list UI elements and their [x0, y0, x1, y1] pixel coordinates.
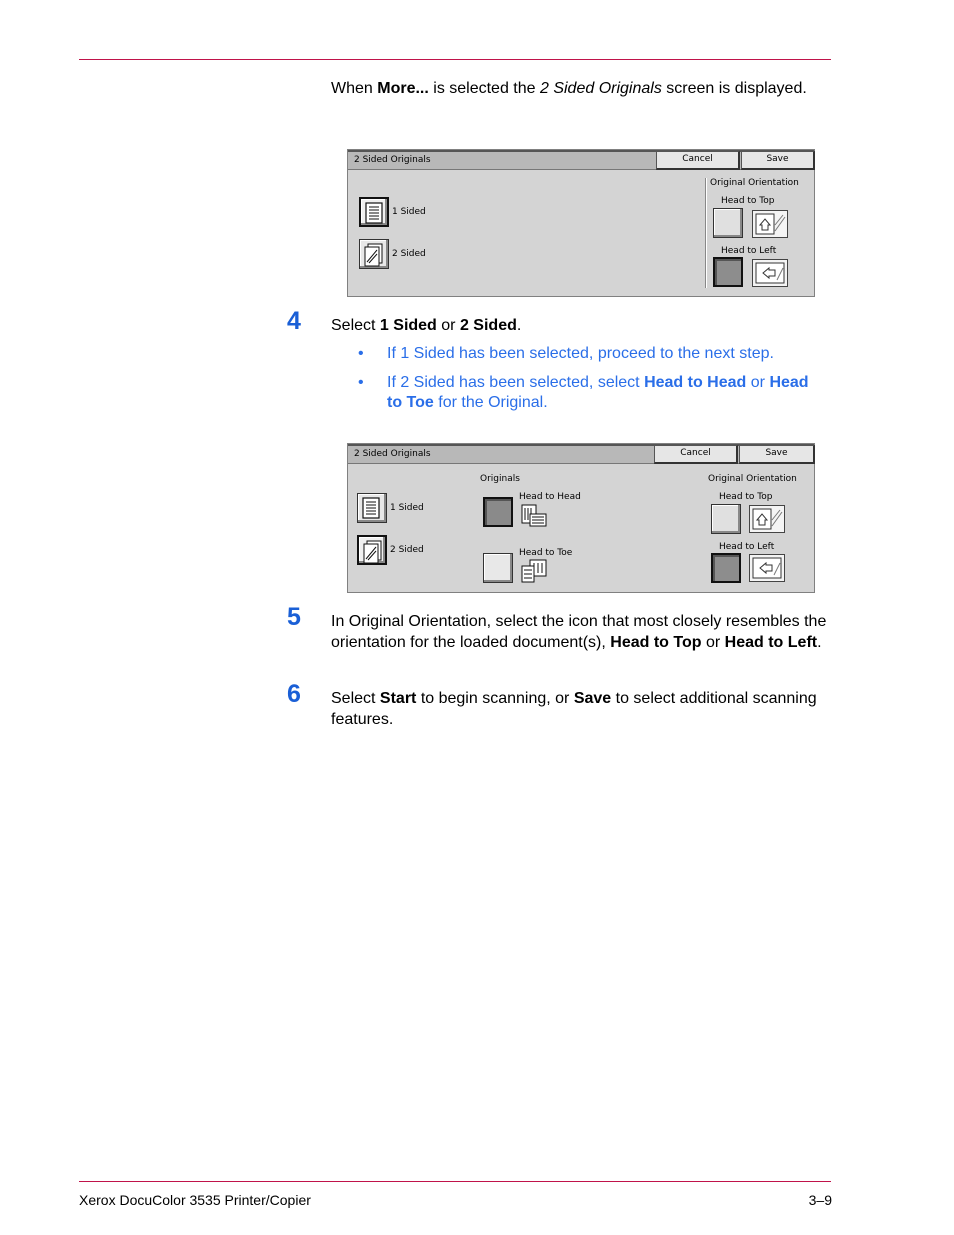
screen1-titlebar [348, 150, 814, 170]
step5-bold-head-to-top: Head to Top [610, 633, 702, 651]
screen2-orientation-heading: Original Orientation [708, 474, 797, 484]
screen1-1-sided-button[interactable] [359, 197, 389, 227]
screen2-2-sided-label: 2 Sided [390, 545, 424, 555]
step4-bold-2-sided: 2 Sided [459, 317, 517, 334]
step-5-number: 5 [287, 603, 301, 631]
screen2-head-to-left-label: Head to Left [719, 542, 775, 552]
screen2-2-sided-button[interactable] [357, 535, 387, 565]
step5-bold-head-to-left: Head to Left [724, 633, 818, 651]
footer-product-name: Xerox DocuColor 3535 Printer/Copier [79, 1192, 311, 1208]
head-to-top-icon [752, 210, 788, 238]
footer-page-number: 3–9 [808, 1192, 832, 1208]
step-6-text [331, 689, 831, 730]
step5-text-prefix: In Original Orientation, select the icon that most closely resembles the orientation for the loaded document(s), [331, 613, 827, 651]
header-rule [79, 59, 831, 60]
one-sided-doc-icon [361, 199, 389, 227]
step6-text-mid: to begin scanning, or [416, 690, 574, 707]
step-5-text [331, 612, 831, 653]
screen1-head-to-left-button[interactable] [713, 257, 743, 287]
screen1-divider [705, 178, 707, 288]
head-to-top-icon [749, 505, 785, 533]
step6-bold-start: Start [379, 690, 417, 707]
screen1-2-sided-label: 2 Sided [392, 249, 426, 259]
head-to-head-icon [520, 502, 548, 530]
step5-text-end: . [817, 633, 822, 651]
intro-text-prefix: When [331, 80, 378, 97]
intro-text-suffix: screen is displayed. [661, 80, 807, 97]
bullet-1 [358, 344, 828, 365]
screen2-head-to-left-button[interactable] [711, 553, 741, 583]
screen1-2-sided-button[interactable] [359, 239, 389, 269]
screen1-head-to-top-button[interactable] [713, 208, 743, 238]
screen2-save-button[interactable]: Save [739, 445, 815, 464]
bullet-2 [358, 373, 828, 414]
screen2-head-to-toe-button[interactable] [483, 553, 513, 583]
step-4-text [331, 316, 831, 337]
bullet-2-head-to-head: Head to Head [644, 373, 747, 391]
step4-text-prefix: Select [331, 317, 380, 334]
intro-paragraph [331, 79, 831, 100]
screen-2-sided-originals-2 [347, 443, 815, 593]
step6-text-end: to select additional scanning features. [331, 690, 817, 728]
screen1-cancel-button[interactable]: Cancel [656, 151, 740, 170]
step-4-number: 4 [287, 307, 301, 335]
two-sided-doc-icon [359, 537, 387, 565]
screen2-head-to-top-label: Head to Top [719, 492, 773, 502]
screen2-originals-heading: Originals [480, 474, 520, 484]
intro-more-bold: More... [377, 80, 429, 97]
one-sided-doc-icon [358, 494, 386, 522]
screen1-head-to-left-label: Head to Left [721, 246, 777, 256]
screen2-cancel-button[interactable]: Cancel [654, 445, 738, 464]
step4-text-mid: or [436, 317, 460, 334]
screen1-1-sided-label: 1 Sided [392, 207, 426, 217]
two-sided-doc-icon [360, 240, 388, 268]
intro-text-middle: is selected the [428, 80, 540, 97]
screen2-head-to-head-button[interactable] [483, 497, 513, 527]
intro-screen-name: 2 Sided Originals [539, 80, 662, 97]
bullet-1-text: If 1 Sided has been selected, proceed to the next step. [387, 345, 774, 362]
bullet-dot: • [358, 373, 364, 391]
screen1-save-button[interactable]: Save [741, 151, 815, 170]
screen2-head-to-head-label: Head to Head [519, 492, 581, 502]
step-6-number: 6 [287, 680, 301, 708]
screen2-title: 2 Sided Originals [354, 449, 431, 459]
footer-rule [79, 1181, 831, 1182]
bullet-dot: • [358, 345, 364, 362]
step5-text-mid: or [701, 633, 725, 651]
screen1-orientation-heading: Original Orientation [710, 178, 799, 188]
step6-bold-save: Save [573, 690, 612, 707]
bullet-2-head-to-toe: Head to Toe [387, 373, 809, 411]
head-to-left-icon [752, 259, 788, 287]
screen2-head-to-top-button[interactable] [711, 504, 741, 534]
screen-2-sided-originals-1 [347, 149, 815, 297]
screen2-1-sided-label: 1 Sided [390, 503, 424, 513]
screen1-title: 2 Sided Originals [354, 155, 431, 165]
screen1-head-to-top-label: Head to Top [721, 196, 775, 206]
head-to-left-icon [749, 554, 785, 582]
step4-text-end: . [516, 317, 522, 334]
bullet-2-mid: or [746, 373, 770, 391]
head-to-toe-icon [520, 558, 548, 586]
step-4-bullets [358, 344, 828, 422]
bullet-2-end: for the Original. [433, 394, 548, 411]
step6-text-prefix: Select [331, 690, 380, 707]
screen2-head-to-toe-label: Head to Toe [519, 548, 573, 558]
screen2-titlebar [348, 444, 814, 464]
step4-bold-1-sided: 1 Sided [379, 317, 437, 334]
screen2-1-sided-button[interactable] [357, 493, 387, 523]
bullet-2-prefix: If 2 Sided has been selected, select [387, 373, 645, 391]
